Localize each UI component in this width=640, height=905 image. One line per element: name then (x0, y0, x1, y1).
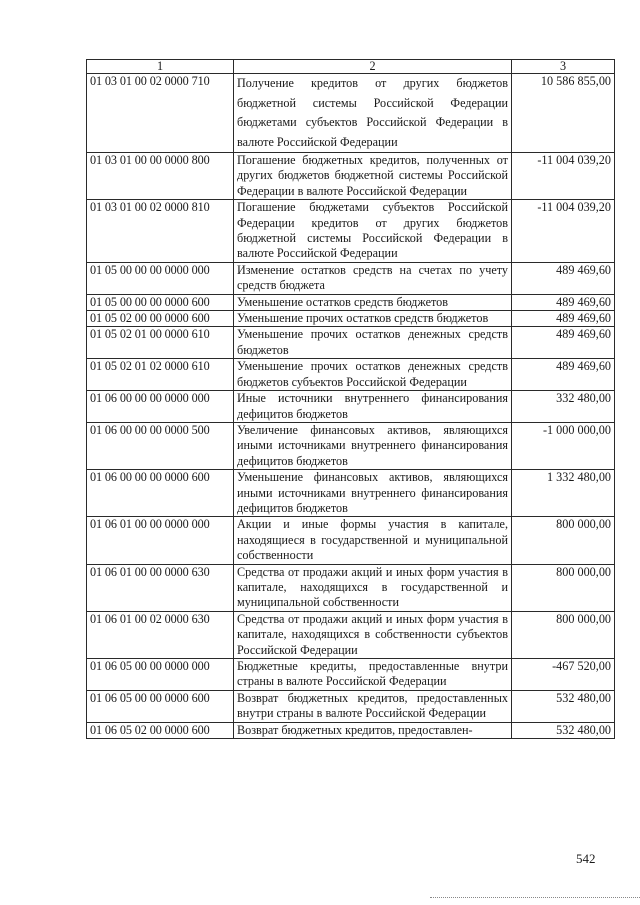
row-description: Средства от продажи акций и иных форм участия в капитале, находящихся в государственной и муниципальной собственности (234, 564, 512, 611)
row-description: Уменьшение остатков средств бюджетов (234, 294, 512, 310)
table-row (87, 359, 615, 391)
row-description: Средства от продажи акций и иных форм участия в капитале, находящихся в собственности субъектов Российской Федерации (234, 611, 512, 658)
row-amount: 489 469,60 (512, 359, 615, 391)
row-description: Акции и иные формы участия в капитале, находящиеся в государственной и муниципальной собственности (234, 517, 512, 564)
row-description: Увеличение финансовых активов, являющихся иными источниками внутреннего финансирования дефицитов бюджетов (234, 422, 512, 469)
row-amount: 532 480,00 (512, 690, 615, 722)
table-row (87, 659, 615, 691)
row-description: Иные источники внутреннего финансирования дефицитов бюджетов (234, 391, 512, 423)
row-code: 01 06 05 00 00 0000 600 (87, 690, 234, 722)
row-amount: 800 000,00 (512, 564, 615, 611)
row-code: 01 05 02 00 00 0000 600 (87, 311, 234, 327)
row-code: 01 06 00 00 00 0000 500 (87, 422, 234, 469)
table-row (87, 327, 615, 359)
table-row (87, 470, 615, 517)
row-code: 01 05 02 01 02 0000 610 (87, 359, 234, 391)
row-amount: -11 004 039,20 (512, 153, 615, 200)
page-number: 542 (576, 851, 596, 866)
row-code: 01 05 00 00 00 0000 000 (87, 262, 234, 294)
row-code: 01 05 02 01 00 0000 610 (87, 327, 234, 359)
row-description: Уменьшение прочих остатков средств бюджетов (234, 311, 512, 327)
row-amount: 10 586 855,00 (512, 74, 615, 153)
row-code: 01 03 01 00 02 0000 710 (87, 74, 234, 153)
row-code: 01 06 00 00 00 0000 600 (87, 470, 234, 517)
row-description: Уменьшение прочих остатков денежных средств бюджетов (234, 327, 512, 359)
row-amount: 489 469,60 (512, 294, 615, 310)
row-code: 01 06 01 00 00 0000 000 (87, 517, 234, 564)
row-amount: 489 469,60 (512, 311, 615, 327)
row-code: 01 05 00 00 00 0000 600 (87, 294, 234, 310)
row-amount: 489 469,60 (512, 262, 615, 294)
row-amount: -1 000 000,00 (512, 422, 615, 469)
table-row (87, 690, 615, 722)
column-header-amount: 3 (512, 60, 615, 74)
table-row (87, 153, 615, 200)
row-amount: -11 004 039,20 (512, 200, 615, 263)
row-code: 01 03 01 00 00 0000 800 (87, 153, 234, 200)
scan-edge-line (430, 897, 640, 898)
row-description: Уменьшение прочих остатков денежных средств бюджетов субъектов Российской Федерации (234, 359, 512, 391)
row-description: Бюджетные кредиты, предоставленные внутри страны в валюте Российской Федерации (234, 659, 512, 691)
row-description: Погашение бюджетных кредитов, полученных от других бюджетов бюджетной системы Российской Федерации в валюте Российской Федерации (234, 153, 512, 200)
row-code: 01 06 05 00 00 0000 000 (87, 659, 234, 691)
row-description: Изменение остатков средств на счетах по учету средств бюджета (234, 262, 512, 294)
table-row (87, 200, 615, 263)
row-description: Возврат бюджетных кредитов, предоставлен- (234, 722, 512, 738)
column-header-code: 1 (87, 60, 234, 74)
row-description: Погашение бюджетами субъектов Российской Федерации кредитов от других бюджетов бюджетной системы Российской Федерации в валюте Российской Федерации (234, 200, 512, 263)
table-row (87, 74, 615, 153)
row-code: 01 06 01 00 00 0000 630 (87, 564, 234, 611)
table-row (87, 564, 615, 611)
row-code: 01 06 01 00 02 0000 630 (87, 611, 234, 658)
table-row (87, 294, 615, 310)
row-amount: -467 520,00 (512, 659, 615, 691)
table-header-row (87, 60, 615, 74)
table-row (87, 517, 615, 564)
row-code: 01 06 05 02 00 0000 600 (87, 722, 234, 738)
table-row (87, 262, 615, 294)
table-row (87, 391, 615, 423)
budget-sources-table (86, 59, 615, 739)
row-amount: 1 332 480,00 (512, 470, 615, 517)
row-code: 01 03 01 00 02 0000 810 (87, 200, 234, 263)
column-header-description: 2 (234, 60, 512, 74)
row-amount: 800 000,00 (512, 517, 615, 564)
table-row (87, 722, 615, 738)
row-amount: 532 480,00 (512, 722, 615, 738)
row-amount: 489 469,60 (512, 327, 615, 359)
row-amount: 332 480,00 (512, 391, 615, 423)
row-amount: 800 000,00 (512, 611, 615, 658)
row-code: 01 06 00 00 00 0000 000 (87, 391, 234, 423)
row-description: Возврат бюджетных кредитов, предоставленных внутри страны в валюте Российской Федерации (234, 690, 512, 722)
table-row (87, 311, 615, 327)
row-description: Получение кредитов от других бюджетов бюджетной системы Российской Федерации бюджетами субъектов Российской Федерации в валюте Российской Федерации (234, 74, 512, 153)
table-row (87, 611, 615, 658)
table-row (87, 422, 615, 469)
row-description: Уменьшение финансовых активов, являющихся иными источниками внутреннего финансирования дефицитов бюджетов (234, 470, 512, 517)
